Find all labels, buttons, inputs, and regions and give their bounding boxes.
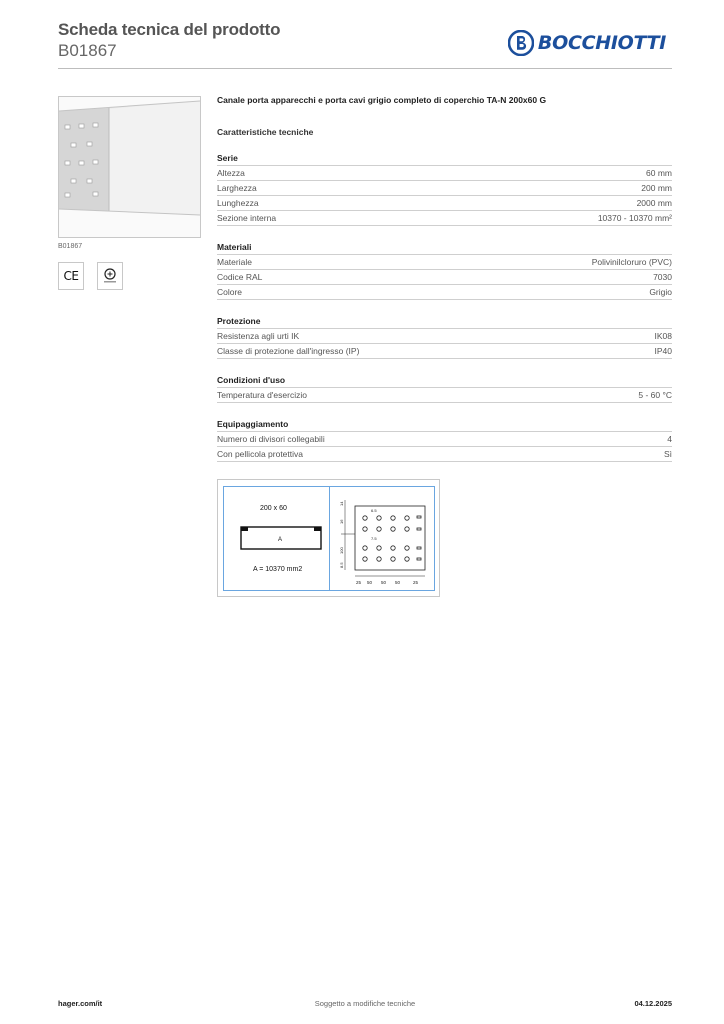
spec-section-title: Materiali	[217, 242, 672, 255]
product-image	[58, 96, 201, 238]
image-caption: B01867	[58, 243, 83, 250]
cross-section-icon	[240, 526, 322, 550]
dimension-label: 25	[413, 580, 419, 585]
header-divider	[58, 68, 672, 69]
spec-row	[217, 329, 672, 344]
spec-value: 60 mm	[646, 168, 672, 178]
footer-note: Soggetto a modifiche tecniche	[314, 999, 416, 1008]
spec-row	[217, 196, 672, 211]
spec-label: Codice RAL	[217, 272, 263, 282]
ce-label: CE	[63, 269, 79, 283]
area-letter: A	[278, 537, 283, 543]
spec-label: Numero di divisori collegabili	[217, 434, 325, 444]
spec-label: Classe di protezione dall'ingresso (IP)	[217, 346, 360, 356]
spec-label: Sezione interna	[217, 213, 277, 223]
characteristics-heading: Caratteristiche tecniche	[217, 127, 314, 137]
spec-value: Grigio	[649, 287, 672, 297]
dimension-label: 6.5	[371, 508, 377, 513]
dimension-label: 7.5	[371, 536, 377, 541]
spec-label: Lunghezza	[217, 198, 259, 208]
spec-value: IP40	[654, 346, 672, 356]
spec-row	[217, 211, 672, 226]
spec-row	[217, 181, 672, 196]
bocchiotti-logo-icon	[508, 30, 534, 56]
dimension-drawing-icon	[335, 496, 433, 588]
spec-value: 2000 mm	[636, 198, 672, 208]
dimension-label: 50	[395, 580, 401, 585]
spec-section	[217, 153, 672, 226]
product-title: Canale porta apparecchi e porta cavi grigio completo di coperchio TA-N 200x60 G	[217, 95, 547, 105]
spec-label: Materiale	[217, 257, 252, 267]
brand-logo	[508, 30, 666, 56]
spec-section-title: Protezione	[217, 316, 672, 329]
product-code: B01867	[58, 41, 117, 60]
dimension-label: 100	[339, 547, 344, 554]
spec-value: 10370 - 10370 mm²	[597, 213, 672, 223]
spec-value: Polivinilcloruro (PVC)	[591, 257, 672, 267]
spec-section	[217, 375, 672, 403]
ce-mark	[58, 262, 84, 290]
spec-section-title: Equipaggiamento	[217, 419, 672, 432]
dimension-label: 50	[381, 580, 387, 585]
section-label: 200 x 60	[260, 505, 287, 512]
spec-row	[217, 255, 672, 270]
specifications-panel	[217, 95, 672, 490]
spec-value: Sì	[663, 449, 672, 459]
spec-section	[217, 419, 672, 462]
spec-value: 200 mm	[641, 183, 672, 193]
spec-label: Colore	[217, 287, 243, 297]
dimension-label: 14	[339, 501, 344, 506]
dimension-label: 25	[356, 580, 362, 585]
spec-row	[217, 285, 672, 300]
spec-label: Resistenza agli urti IK	[217, 331, 300, 341]
spec-section-title: Serie	[217, 153, 672, 166]
page-title: Scheda tecnica del prodotto	[58, 20, 281, 39]
dimension-label: 50	[367, 580, 373, 585]
technical-drawing	[217, 479, 440, 597]
spec-section-title: Condizioni d'uso	[217, 375, 672, 388]
spec-value: 4	[667, 434, 672, 444]
drawing-divider	[329, 486, 330, 591]
spec-section	[217, 242, 672, 300]
spec-label: Con pellicola protettiva	[217, 449, 303, 459]
area-label: A = 10370 mm2	[253, 566, 303, 573]
footer-date: 04.12.2025	[634, 999, 672, 1008]
dimension-label: 16	[339, 519, 344, 524]
dimension-label: 8.5	[339, 562, 344, 568]
spec-row	[217, 344, 672, 359]
page-header	[58, 20, 280, 61]
spec-section	[217, 316, 672, 359]
spec-row	[217, 388, 672, 403]
spec-label: Altezza	[217, 168, 245, 178]
cable-trunking-icon	[59, 97, 200, 237]
brand-name: BOCCHIOTTI	[537, 32, 666, 54]
spec-sections	[217, 153, 672, 462]
footer-website[interactable]: hager.com/it	[58, 999, 103, 1008]
spec-label: Larghezza	[217, 183, 257, 193]
spec-label: Temperatura d'esercizio	[217, 390, 307, 400]
spec-row	[217, 270, 672, 285]
imq-mark	[97, 262, 123, 290]
spec-value: IK08	[654, 331, 672, 341]
spec-row	[217, 166, 672, 181]
spec-row	[217, 432, 672, 447]
imq-certification-icon	[101, 267, 119, 285]
spec-value: 7030	[653, 272, 672, 282]
spec-row	[217, 447, 672, 462]
spec-value: 5 - 60 °C	[638, 390, 672, 400]
